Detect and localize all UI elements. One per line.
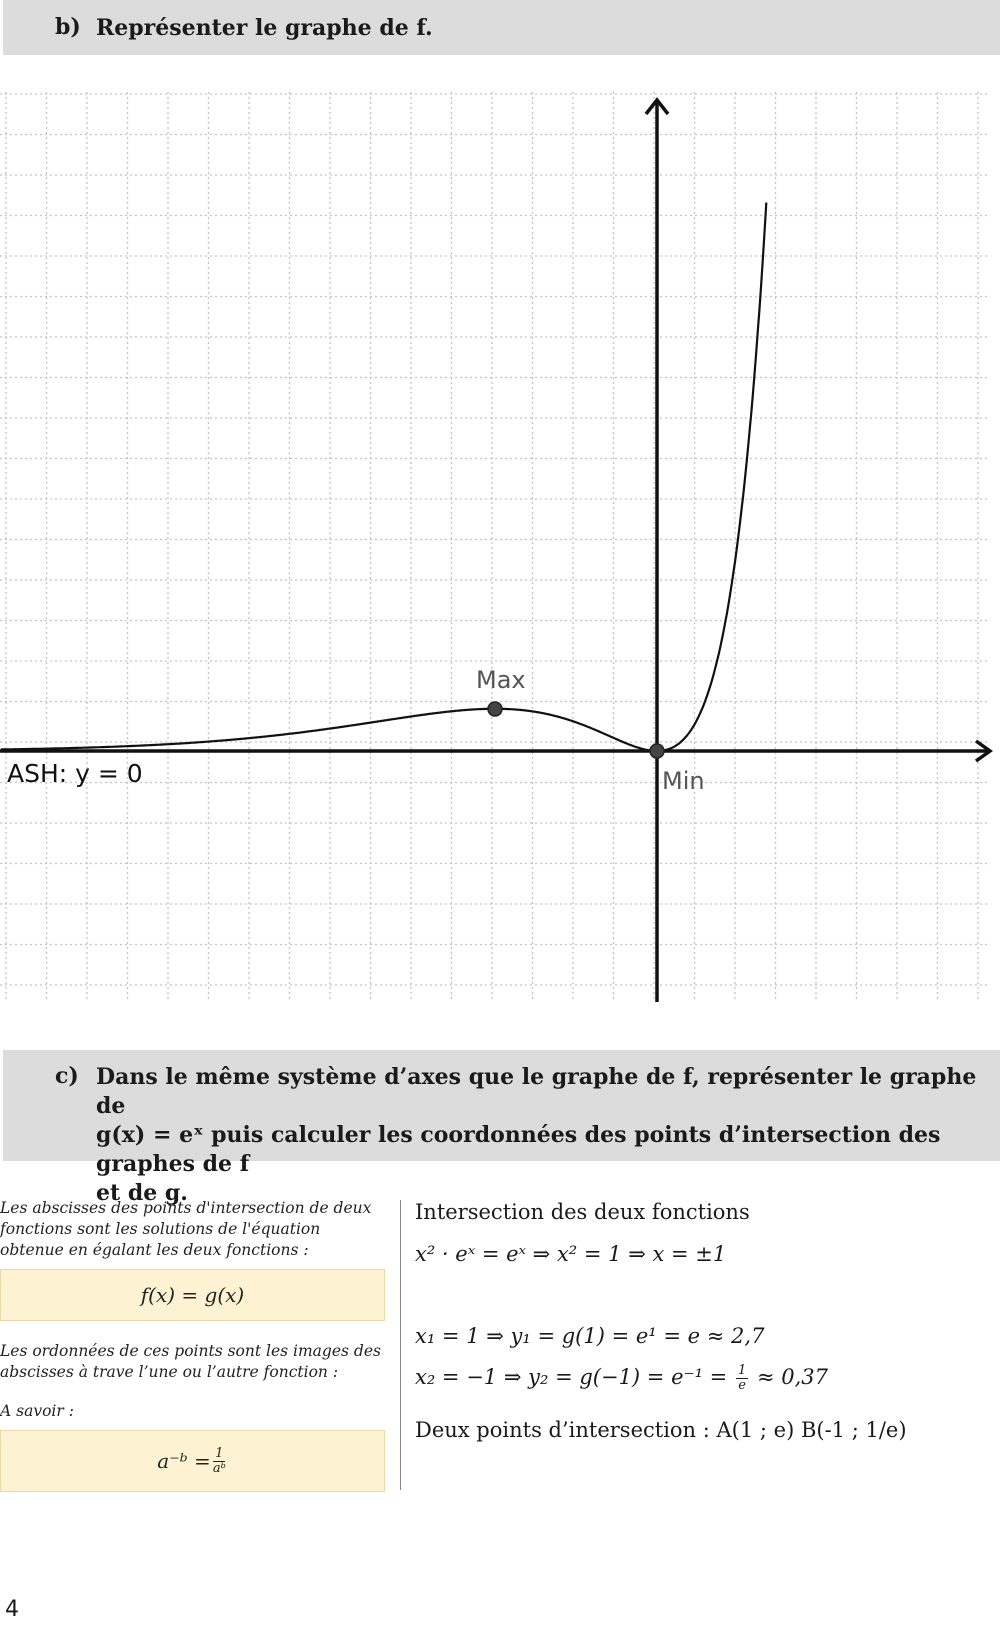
solution-equation-2: x₁ = 1 ⇒ y₁ = g(1) = e¹ = e ≈ 2,7 <box>415 1324 765 1348</box>
solution-conclusion: Deux points d’intersection : A(1 ; e) B(-1 ; 1/e) <box>415 1418 907 1442</box>
page-number: 4 <box>5 1597 19 1622</box>
rule-left: a⁻ᵇ = <box>157 1448 211 1473</box>
rule-denominator: aᵇ <box>212 1460 226 1476</box>
asymptote-label: ASH: y = 0 <box>7 759 143 788</box>
solution-equation-1: x² · eˣ = eˣ ⇒ x² = 1 ⇒ x = ±1 <box>415 1242 727 1266</box>
solution-equation-3 <box>415 1364 828 1393</box>
equation-text: f(x) = g(x) <box>140 1282 245 1307</box>
equation-3-numerator: 1 <box>737 1363 747 1378</box>
column-divider <box>400 1200 401 1490</box>
question-c-banner <box>3 1050 1000 1206</box>
rule-fraction <box>213 1447 226 1476</box>
rule-box <box>0 1430 385 1492</box>
equation-3-right: ≈ 0,37 <box>756 1365 828 1389</box>
min-label: Min <box>662 767 705 795</box>
question-c-line-1: Dans le même système d’axes que le graphe de f, représenter le graphe de <box>96 1064 977 1119</box>
equation-box <box>0 1269 385 1321</box>
solution-title: Intersection des deux fonctions <box>415 1200 750 1224</box>
equation-3-denominator: e <box>738 1378 746 1393</box>
question-b-text: Représenter le graphe de f. <box>96 15 433 41</box>
ordinates-note: Les ordonnées de ces points sont les images des abscisses à trave l’une ou l’autre fonction : <box>0 1342 381 1381</box>
question-c-line-2: g(x) = eˣ puis calculer les coordonnées des points d’intersection des graphes de f <box>96 1122 941 1177</box>
min-point <box>650 744 664 758</box>
function-graph <box>0 92 1000 1004</box>
max-label: Max <box>476 666 526 694</box>
grid <box>0 92 990 1002</box>
rule-numerator: 1 <box>215 1445 224 1461</box>
question-b-banner <box>3 0 1000 55</box>
question-c-text <box>96 1063 991 1208</box>
equation-3-fraction <box>736 1364 748 1393</box>
intro-note: Les abscisses des points d'intersection de deux fonctions sont les solutions de l'équation obtenue en égalant les deux fonctions : <box>0 1199 372 1259</box>
equation-3-left: x₂ = −1 ⇒ y₂ = g(−1) = e⁻¹ = <box>415 1365 728 1389</box>
question-c-line-3: et de g. <box>96 1180 188 1206</box>
function-curve <box>1 203 766 751</box>
max-point <box>488 702 502 716</box>
method-notes <box>0 1198 385 1500</box>
question-c-label: c) <box>55 1063 79 1089</box>
question-b-label: b) <box>55 14 81 40</box>
a-savoir-label: A savoir : <box>0 1402 74 1420</box>
